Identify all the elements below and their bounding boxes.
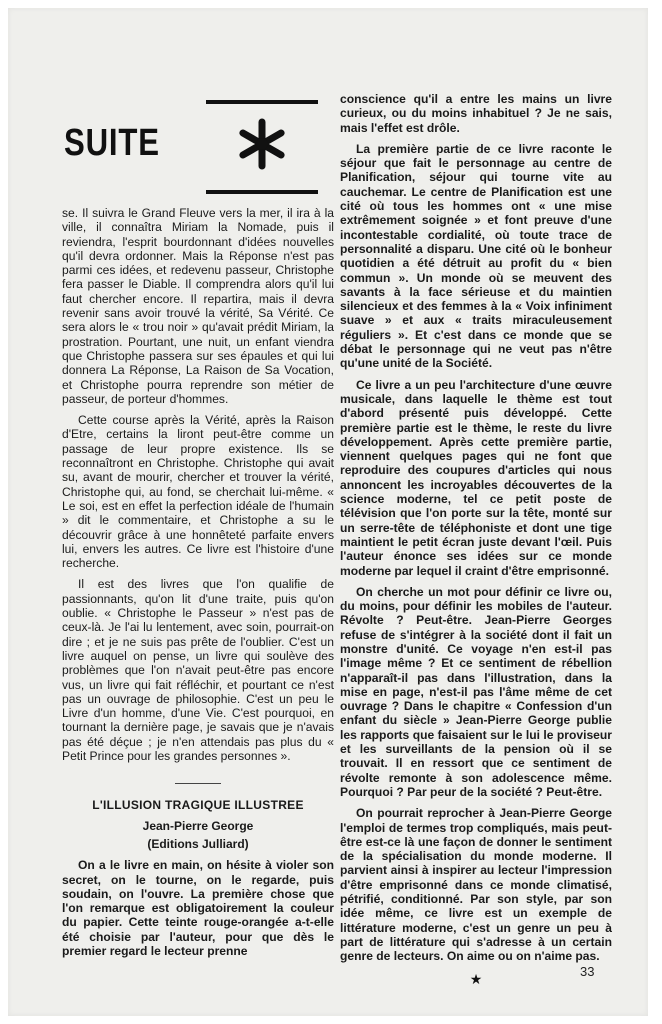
header-rule-top: [206, 100, 318, 104]
paragraph: On cherche un mot pour définir ce livre ou, du moins, pour définir les mobiles de l'auteur. Révolte ? Peut-être. Jean-Pierre Georges refuse de s'intégrer à la société dont il fait un monstre d'unité. Ce voyage n'en est-il pas l'image même ? Et ce sentiment de rébellion n'apparaît-il pas dans l'illustration, dans la mise en page, n'est-il pas l'âme même de cet ouvrage ? Dans le chapitre « Confession d'un enfant du siècle » Jean-Pierre George publie les rapports que faisaient sur le lui le proviseur et les surveillants de la pension où il se trouvait. Il en ressort que ce sentiment de révolte remonte à son adolescence même. Pourquoi ? Par peur de la société ? Peut-être.: [340, 584, 612, 799]
section-header: [58, 92, 328, 202]
review-title: L'ILLUSION TRAGIQUE ILLUSTREE: [92, 798, 304, 813]
paragraph: conscience qu'il a entre les mains un livre curieux, ou du moins inhabituel ? Je ne sais, mais l'effet est drôle.: [340, 92, 612, 135]
page-number: 33: [580, 964, 595, 979]
header-rule-bottom: [206, 190, 318, 194]
paragraph: Ce livre a un peu l'architecture d'une œuvre musicale, dans laquelle le thème est tout d'abord présenté puis développé. Cette première partie est le thème, le reste du livre développement. Après cette première partie, viennent quelques pages qui ne font que reproduire des coupures d'articles qui nous annoncent les incroyables découvertes de la science moderne, tel ce petit poste de télévision que l'on porte sur la tête, monté sur un serre-tête de téléphoniste et dont une tige maintient le petit écran juste devant l'œil. Puis l'auteur énonce ses idées sur ce monde moderne par lequel il craint d'être emprisonné.: [340, 377, 612, 578]
review-author: Jean-Pierre George: [142, 819, 254, 834]
paragraph: Cette course après la Vérité, après la Raison d'Etre, certains la liront peut-être comme un passage de leur propre existence. Ils se reconnaîtront en Christophe. Christophe qui avait su, avant de mourir, chercher et trouver la vérité, Christophe qui, au fond, se cherchait lui-même. « Le soi, est en effet la perfection idéale de l'humain » dit le commentaire, et Christophe a su le découvrir grâce à une honnêteté parfaite envers lui, envers les autres. Ce livre est l'histoire d'une recherche.: [62, 413, 334, 571]
paragraph: se. Il suivra le Grand Fleuve vers la mer, il ira à la ville, il connaîtra Miriam la Nomade, puis il reviendra, l'esprit bourdonnant d'idées nouvelles qu'il devra ordonner. Mais la Réponse n'est pas parmi ces idées, et redevenu passeur, Christophe fera passer le Diable. Il comprendra alors qu'il lui faut chercher encore. Il repartira, mais il devra revenir sans avoir trouvé la vérité, Sa Vérité. Ce sera alors le « trou noir » qu'avait prédit Miriam, la prostration. Pourtant, une nuit, un enfant viendra que Christophe passera sur ses épaules et qui lui donnera La Réponse, La Raison de Sa Vocation, et Christophe pourra reprendre son métier de passeur, de porteur d'hommes.: [62, 206, 334, 406]
paragraph: On a le livre en main, on hésite à violer son secret, on le tourne, on le regarde, puis soudain, on l'ouvre. La première chose que l'on remarque est obligatoirement la couleur du papier. Cette teinte rouge-orangée a-t-elle été choisie par l'auteur, pour que dès le premier regard le lecteur prenne: [62, 858, 334, 959]
asterisk-icon: [234, 116, 290, 172]
section-divider: [175, 783, 221, 784]
paragraph: Il est des livres que l'on qualifie de passionnants, qu'on lit d'une traite, puis qu'on oublie. « Christophe le Passeur » n'est pas de ceux-là. Je l'ai lu lentement, avec soin, pourrait-on dire ; et je ne suis pas prête de l'oublier. C'est un livre auquel on pense, un livre qui soulève des problèmes que l'on n'avait peut-être pas encore vus, un livre qui fait réfléchir, et pourtant ce n'est pas un ouvrage de philosophie. C'est un peu le Livre d'un homme, d'une Vie. C'est pourquoi, en tournant la dernière page, je savais que je n'avais pas été déçue ; je n'en attendais pas plus du « Petit Prince pour les grandes personnes ».: [62, 577, 334, 763]
right-column: [340, 92, 612, 986]
left-column: [62, 206, 334, 965]
review-publisher: (Editions Julliard): [147, 837, 249, 852]
end-mark-icon: ★: [469, 970, 483, 987]
paragraph: La première partie de ce livre raconte le séjour que fait le personnage au centre de Planification, séjour qui tourne vite au cauchemar. Le centre de Planification est une cité où tous les hommes ont « une mise extrêmement soignée » et font preuve d'une incontestable cordialité, où toute trace de personnalité a disparu. Une cité où le bonheur quotidien a été détruit au profit du « bien commun ». Un monde où se meuvent des savants à la face sérieuse et du maintien silencieux et des femmes à la « Voix infiniment suave » et aux « traits miraculeusement réguliers ». Et c'est dans ce monde que se débat le personnage qui ne veut pas n'être qu'une unité de la Société.: [340, 141, 612, 371]
paragraph: On pourrait reprocher à Jean-Pierre George l'emploi de termes trop compliqués, mais peut-être est-ce là une façon de donner le sentiment de la spécialisation du monde moderne. Il parvient ainsi à inspirer au lecteur l'impression d'être emprisonné dans ce monde climatisé, pétrifié, conditionné. Par son style, par son idée même, ce livre est un exemple de littérature moderne, c'est un genre un peu à part de littérature qui s'adresse à un certain genre de lecteurs. On aime ou on n'aime pas.: [340, 806, 612, 964]
section-title: SUITE: [64, 122, 160, 164]
